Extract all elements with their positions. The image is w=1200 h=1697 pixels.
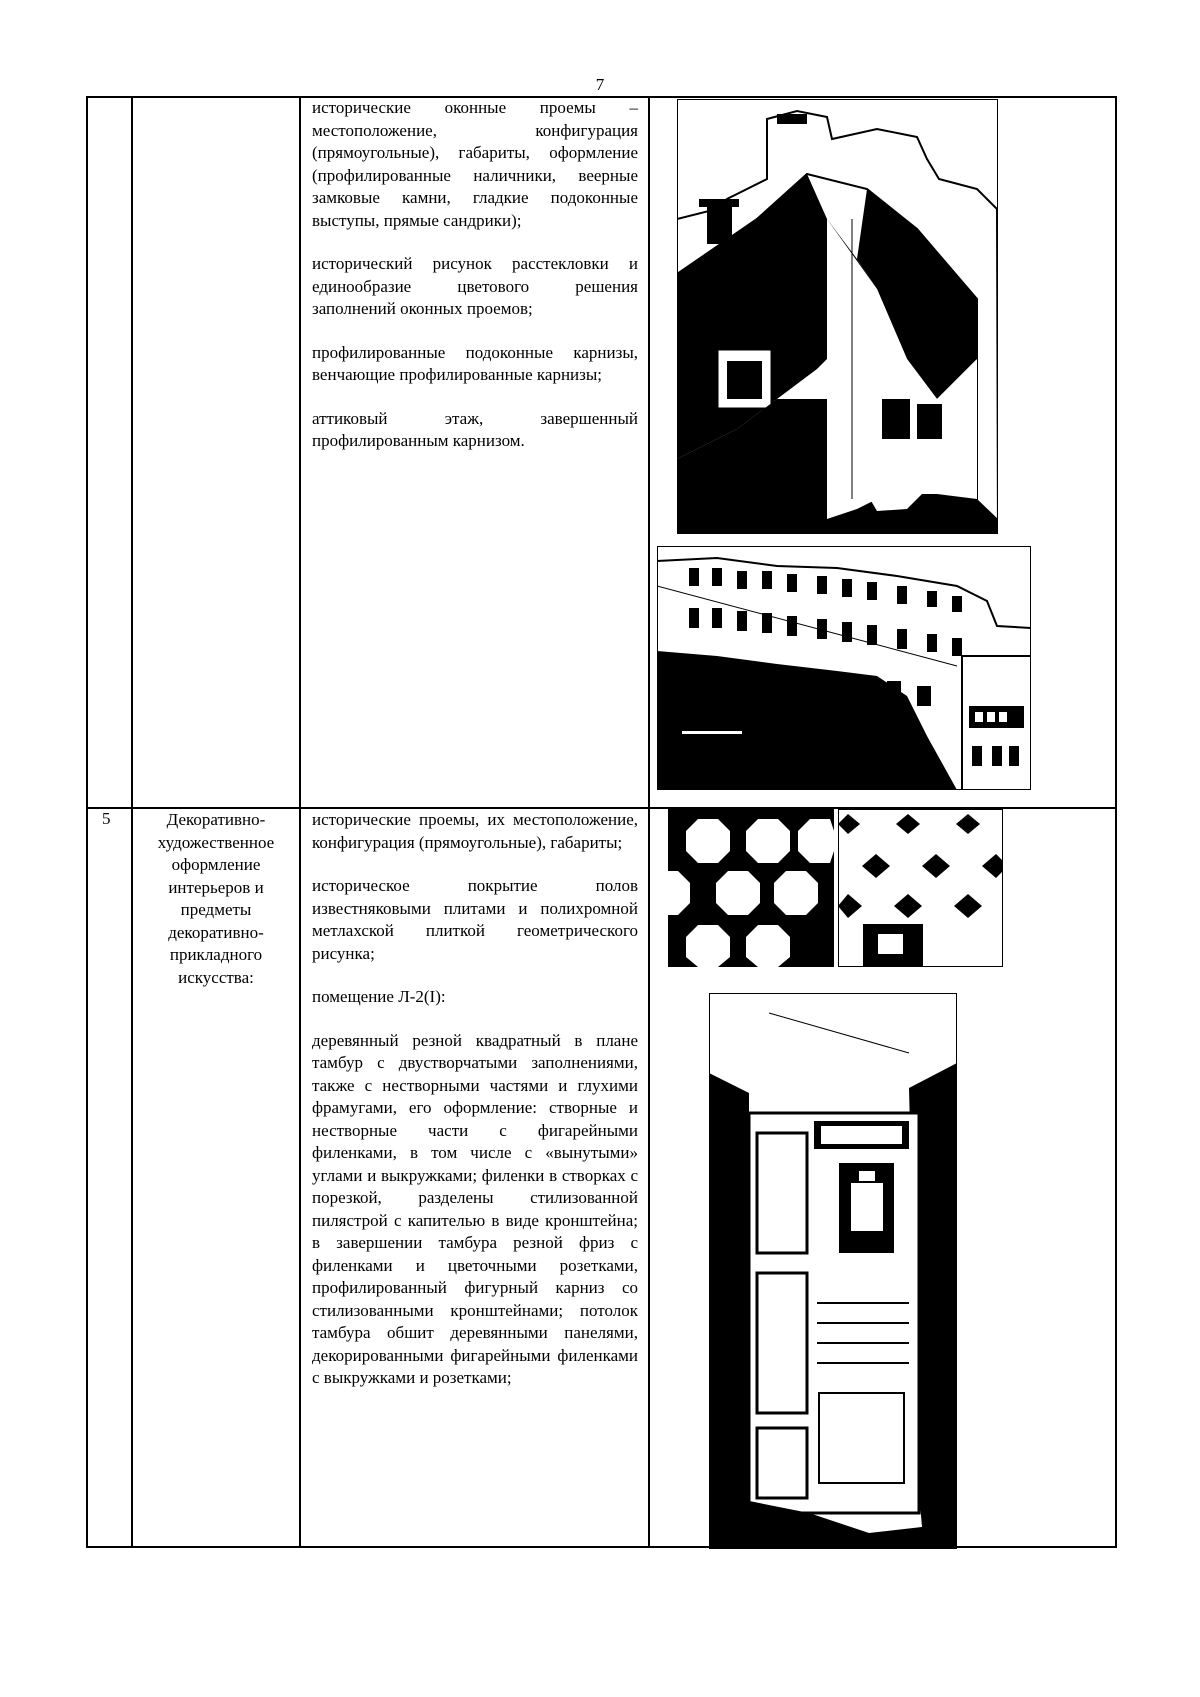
photo-building-corner [677, 99, 998, 534]
paragraph: помещение Л-2(I): [312, 987, 446, 1006]
paragraph: профилированные подоконные карнизы, венчающие профилированные карнизы; [312, 342, 638, 384]
paragraph: деревянный резной квадратный в плане тамбур с двустворчатыми заполнениями, также с нестворными частями и глухими фрамугами, его оформление: створные и нестворные части с фигарейными филенками, в том числе с «вынутыми» углами и выкружками; филенки в створках с порезкой, разделены стилизованной пилястрой с капителью в виде кронштейна; в завершении тамбура резной фриз с филенками и цветочными розетками, профилированный фигурный карниз со стилизованными кронштейнами; потолок тамбура обшит деревянными панелями, декорированными фигарейными филенками с выкружками и розетками; [312, 1030, 638, 1387]
photo-floor-octagon-tiles [668, 809, 834, 967]
page-number: 7 [595, 75, 605, 94]
paragraph: исторические оконные проемы – местоположение, конфигурация (прямоугольные), габариты, оформление (профилированные наличники, веерные замковые камни, гладкие подоконные выступы, прямые сандрики); [312, 98, 638, 230]
column-divider [299, 98, 301, 1546]
column-divider [131, 98, 133, 1546]
row-5-description [312, 809, 638, 1411]
photo-floor-diamond-tiles [838, 809, 1003, 967]
paragraph: исторические проемы, их местоположение, конфигурация (прямоугольные), габариты; [312, 810, 638, 852]
photo-wooden-vestibule [709, 993, 957, 1549]
paragraph: исторический рисунок расстекловки и единообразие цветового решения заполнений оконных проемов; [312, 254, 638, 318]
monument-elements-table [86, 96, 1117, 1548]
row-continued-description [312, 97, 638, 474]
row-number: 5 [102, 809, 111, 828]
column-divider [648, 98, 650, 1546]
paragraph: историческое покрытие полов известняковыми плитами и полихромной метлахской плиткой геометрического рисунка; [312, 876, 638, 963]
photo-facade [657, 546, 1031, 790]
paragraph: аттиковый этаж, завершенный профилированным карнизом. [312, 408, 638, 450]
row-name: Декоративно-художественное оформление интерьеров и предметы декоративно-прикладного искусства: [157, 810, 275, 987]
